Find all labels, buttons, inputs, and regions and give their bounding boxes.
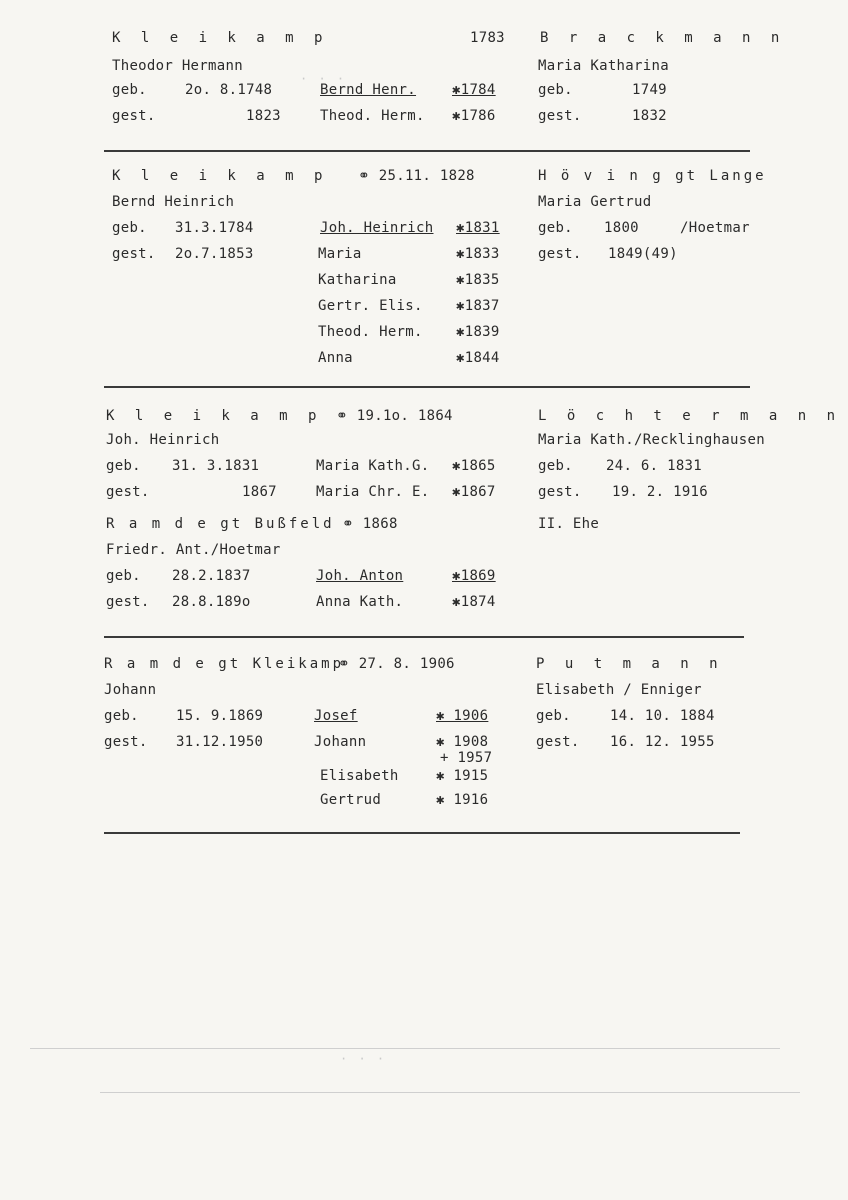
child-birth: ✱1835	[456, 272, 500, 288]
wife-surname: B r a c k m a n n	[540, 30, 786, 46]
born-label: geb.	[106, 568, 141, 584]
child-death: + 1957	[440, 750, 493, 766]
child-birth: ✱1869	[452, 568, 496, 584]
wife-born: 24. 6. 1831	[606, 458, 703, 474]
husband-name: Joh. Heinrich	[106, 432, 220, 448]
child-name: Katharina	[318, 272, 397, 288]
died-label: gest.	[538, 484, 582, 500]
child-birth: ✱1839	[456, 324, 500, 340]
born-label: geb.	[538, 220, 573, 236]
died-label: gest.	[106, 594, 150, 610]
wife-died: 16. 12. 1955	[610, 734, 715, 750]
bleed-through: · · ·	[340, 1052, 387, 1066]
wife-surname: L ö c h t e r m a n n	[538, 408, 842, 424]
wife-name: Maria Katharina	[538, 58, 669, 74]
died-label: gest.	[538, 108, 582, 124]
second-husband-died: 28.8.189o	[172, 594, 251, 610]
child-name: Johann	[314, 734, 367, 750]
marriage-date: ⚭ 19.1o. 1864	[336, 408, 453, 424]
child-name: Theod. Herm.	[318, 324, 423, 340]
born-label: geb.	[112, 220, 147, 236]
born-label: geb.	[538, 82, 573, 98]
husband-born: 15. 9.1869	[176, 708, 264, 724]
second-husband-born: 28.2.1837	[172, 568, 251, 584]
child-birth: ✱1837	[456, 298, 500, 314]
wife-name: Elisabeth / Enniger	[536, 682, 702, 698]
husband-born: 31. 3.1831	[172, 458, 260, 474]
child-birth: ✱1844	[456, 350, 500, 366]
died-label: gest.	[538, 246, 582, 262]
husband-surname: R a m d e gt Kleikamp	[104, 656, 345, 672]
husband-born: 2o. 8.1748	[185, 82, 273, 98]
wife-name: Maria Gertrud	[538, 194, 652, 210]
second-marriage-marker: II. Ehe	[538, 516, 600, 532]
child-birth: ✱1874	[452, 594, 496, 610]
child-name: Maria Kath.G.	[316, 458, 430, 474]
husband-born: 31.3.1784	[175, 220, 254, 236]
husband-died: 1823	[246, 108, 281, 124]
husband-died: 1867	[242, 484, 277, 500]
section-divider	[104, 832, 740, 834]
child-name: Joh. Heinrich	[320, 220, 434, 236]
wife-surname: P u t m a n n	[536, 656, 724, 672]
child-name: Maria Chr. E.	[316, 484, 430, 500]
child-birth: ✱1833	[456, 246, 500, 262]
child-birth: ✱1867	[452, 484, 496, 500]
wife-died: 1832	[632, 108, 667, 124]
child-name: Maria	[318, 246, 362, 262]
faint-line	[100, 1092, 800, 1093]
bleed-through: · · ·	[300, 72, 347, 86]
child-birth: ✱ 1906	[436, 708, 489, 724]
child-name: Anna	[318, 350, 353, 366]
marriage-date: 1783	[470, 30, 505, 46]
child-name: Gertr. Elis.	[318, 298, 423, 314]
died-label: gest.	[106, 484, 150, 500]
child-name: Joh. Anton	[316, 568, 404, 584]
wife-died: 1849(49)	[608, 246, 678, 262]
child-name: Gertrud	[320, 792, 382, 808]
child-birth: ✱1786	[452, 108, 496, 124]
child-birth: ✱ 1915	[436, 768, 489, 784]
wife-place: /Hoetmar	[680, 220, 750, 236]
child-name: Bernd Henr.	[320, 82, 417, 98]
born-label: geb.	[112, 82, 147, 98]
husband-surname: K l e i k a m p	[112, 30, 329, 46]
child-birth: ✱1784	[452, 82, 496, 98]
wife-name: Maria Kath./Recklinghausen	[538, 432, 765, 448]
child-name: Anna Kath.	[316, 594, 404, 610]
child-name: Josef	[314, 708, 358, 724]
child-birth: ✱ 1908	[436, 734, 489, 750]
section-divider	[104, 150, 750, 152]
died-label: gest.	[104, 734, 148, 750]
wife-born: 1749	[632, 82, 667, 98]
born-label: geb.	[104, 708, 139, 724]
husband-name: Bernd Heinrich	[112, 194, 235, 210]
faint-line	[30, 1048, 780, 1049]
husband-name: Johann	[104, 682, 157, 698]
born-label: geb.	[106, 458, 141, 474]
husband-name: Theodor Hermann	[112, 58, 243, 74]
husband-died: 2o.7.1853	[175, 246, 254, 262]
died-label: gest.	[536, 734, 580, 750]
marriage-date: ⚭ 25.11. 1828	[358, 168, 475, 184]
second-husband-surname: R a m d e gt Bußfeld	[106, 516, 335, 532]
wife-died: 19. 2. 1916	[612, 484, 709, 500]
husband-surname: K l e i k a m p	[112, 168, 329, 184]
child-birth: ✱1831	[456, 220, 500, 236]
husband-died: 31.12.1950	[176, 734, 264, 750]
section-divider	[104, 386, 750, 388]
child-name: Theod. Herm.	[320, 108, 425, 124]
died-label: gest.	[112, 108, 156, 124]
child-name: Elisabeth	[320, 768, 399, 784]
second-marriage-date: ⚭ 1868	[342, 516, 398, 532]
wife-born: 1800	[604, 220, 639, 236]
wife-surname: H ö v i n g gt Lange	[538, 168, 767, 184]
wife-born: 14. 10. 1884	[610, 708, 715, 724]
husband-surname: K l e i k a m p	[106, 408, 323, 424]
child-birth: ✱1865	[452, 458, 496, 474]
died-label: gest.	[112, 246, 156, 262]
section-divider	[104, 636, 744, 638]
second-husband-name: Friedr. Ant./Hoetmar	[106, 542, 281, 558]
born-label: geb.	[536, 708, 571, 724]
born-label: geb.	[538, 458, 573, 474]
child-birth: ✱ 1916	[436, 792, 489, 808]
marriage-date: ⚭ 27. 8. 1906	[338, 656, 455, 672]
